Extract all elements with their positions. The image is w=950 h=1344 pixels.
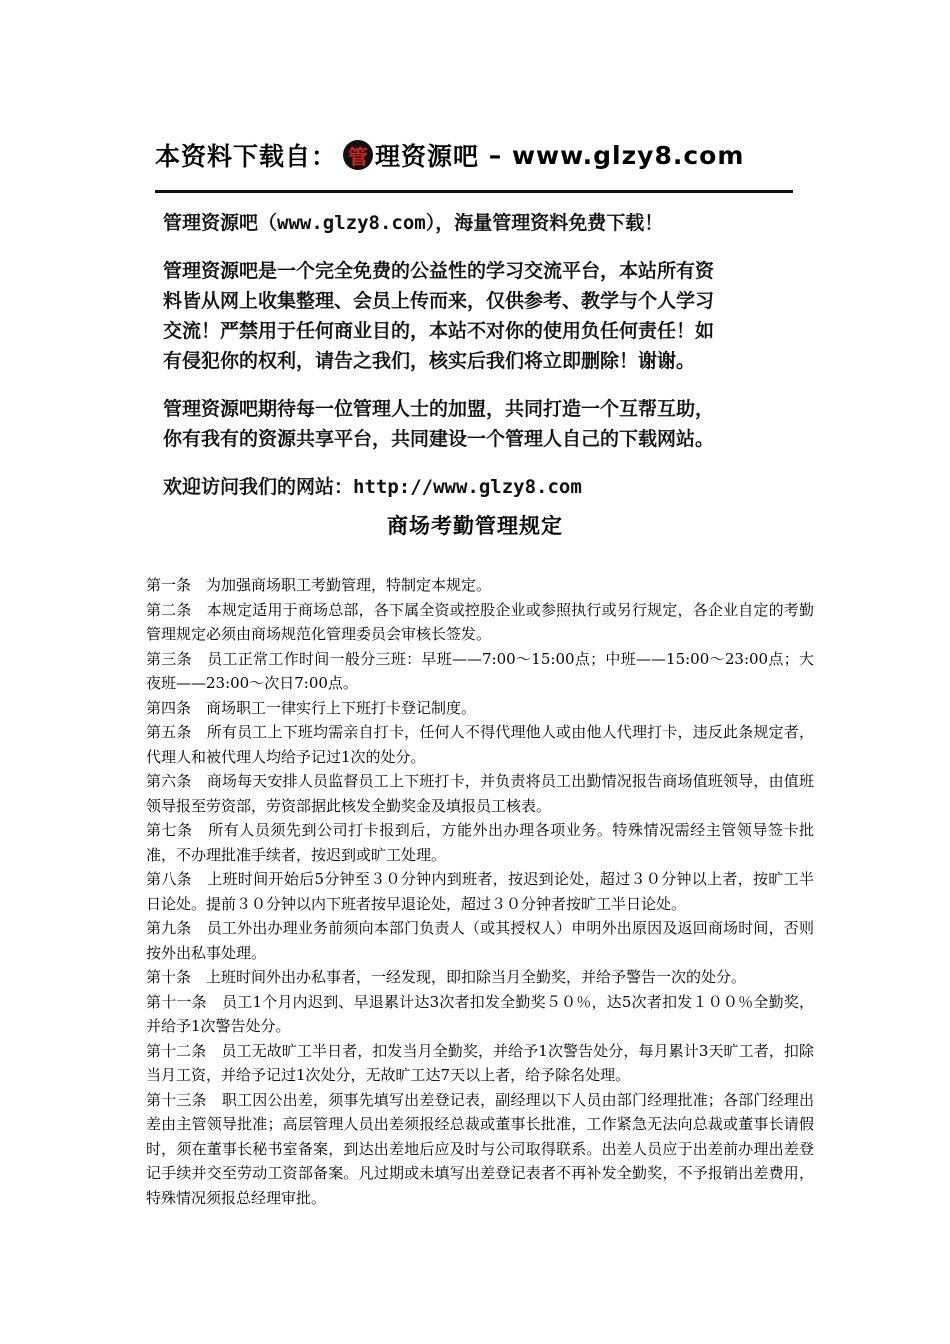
ad-para2-line: 交流！严禁用于任何商业目的，本站不对你的使用负任何责任！如: [163, 320, 715, 342]
banner-row: [155, 128, 795, 182]
clause-13: 第十三条 职工因公出差，须事先填写出差登记表，副经理以下人员由部门经理批准；各部门经理出差由主管领导批准；高层管理人员出差须报经总裁或董事长批准，工作紧急无法向总裁或董事长请假时，须在董事长秘书室备案，到达出差地后应及时与公司取得联系。出差人员应于出差前办理出差登记手续并交至劳动工资部备案。凡过期或未填写出差登记表者不再补发全勤奖，不予报销出差费用，特殊情况须报总经理审批。: [146, 1090, 814, 1207]
clause-9: 第九条 员工外出办理业务前须向本部门负责人（或其授权人）申明外出原因及返回商场时间，否则按外出私事处理。: [146, 919, 814, 962]
clause-7: 第七条 所有人员须先到公司打卡报到后，方能外出办理各项业务。特殊情况需经主管领导签卡批准，不办理批准手续者，按迟到或旷工处理。: [146, 821, 814, 864]
clause-list: [146, 573, 814, 1210]
ad-spacer: [163, 238, 803, 256]
ad-para3-line: 你有我有的资源共享平台，共同建设一个管理人自己的下载网站。: [163, 428, 715, 450]
clause-12: 第十二条 员工无故旷工半日者，扣发当月全勤奖，并给予1次警告处分，每月累计3天旷工者，扣除当月工资，并给予记过1次处分，无故旷工达7天以上者，给予除名处理。: [146, 1041, 814, 1084]
clause-11: 第十一条 员工1个月内迟到、早退累计达3次者扣发全勤奖５０％，达5次者扣发１００％全勤奖，并给予1次警告处分。: [146, 992, 814, 1035]
ad-para3-line: 管理资源吧期待每一位管理人士的加盟，共同打造一个互帮互助，: [163, 398, 715, 420]
clause-8: 第八条 上班时间开始后5分钟至３０分钟内到班者，按迟到论处，超过３０分钟以上者，按旷工半日论处。提前３０分钟以内下班者按早退论处，超过３０分钟者按旷工半日论处。: [146, 870, 814, 913]
clause-6: 第六条 商场每天安排人员监督员工上下班打卡，并负责将员工出勤情况报告商场值班领导，由值班领导报至劳资部，劳资部据此核发全勤奖金及填报员工核表。: [146, 772, 814, 815]
banner-domain-link[interactable]: www.glzy8.com: [511, 140, 745, 170]
ad-line-intro: 管理资源吧（www.glzy8.com），海量管理资料免费下载！: [163, 212, 664, 234]
clause-10: 第十条 上班时间外出办私事者，一经发现，即扣除当月全勤奖，并给予警告一次的处分。: [146, 968, 747, 986]
download-banner: [155, 128, 795, 182]
banner-separator: –: [479, 140, 512, 170]
banner-prefix: 本资料下载自：: [155, 142, 338, 171]
ad-para2-line: 料皆从网上收集整理、会员上传而来，仅供参考、教学与个人学习: [163, 290, 715, 312]
ad-para2-line: 有侵犯你的权利，请告之我们，核实后我们将立即删除！谢谢。: [163, 350, 696, 372]
clause-3: 第三条 员工正常工作时间一般分三班：早班——7:00～15:00点；中班——15:00～23:00点；大夜班——23:00～次日7:00点。: [146, 649, 814, 692]
clause-5: 第五条 所有员工上下班均需亲自打卡，任何人不得代理他人或由他人代理打卡，违反此条规定者，代理人和被代理人均给予记过1次的处分。: [146, 723, 814, 766]
ad-spacer: [163, 376, 803, 394]
ad-para2-line: 管理资源吧是一个完全免费的公益性的学习交流平台，本站所有资: [163, 260, 715, 282]
site-ad-block: [163, 208, 803, 502]
ad-visit-link[interactable]: 欢迎访问我们的网站：http://www.glzy8.com: [163, 476, 582, 498]
site-logo-icon: 管: [343, 140, 373, 170]
clause-1: 第一条 为加强商场职工考勤管理，特制定本规定。: [146, 576, 492, 594]
banner-site-name: 理资源吧: [375, 142, 480, 171]
document-title: 商场考勤管理规定: [387, 513, 563, 538]
ad-spacer: [163, 454, 803, 472]
clause-4: 第四条 商场职工一律实行上下班打卡登记制度。: [146, 698, 477, 717]
clause-2: 第二条 本规定适用于商场总部，各下属全资或控股企业或参照执行或另行规定，各企业自定的考勤管理规定必须由商场规范化管理委员会审核长签发。: [146, 600, 814, 643]
banner-divider: [155, 190, 793, 193]
